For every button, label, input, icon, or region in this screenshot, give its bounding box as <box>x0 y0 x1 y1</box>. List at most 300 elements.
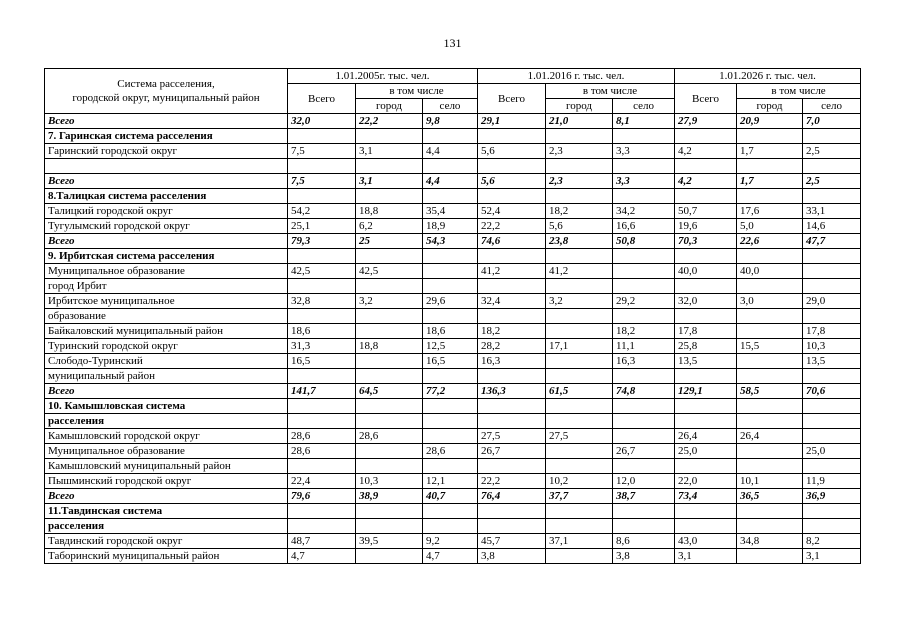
value-cell <box>423 309 478 324</box>
row-label: Тугулымский городской округ <box>45 219 288 234</box>
value-cell: 26,7 <box>613 444 675 459</box>
value-cell <box>423 264 478 279</box>
row-label: Всего <box>45 384 288 399</box>
value-cell <box>356 399 423 414</box>
row-label: город Ирбит <box>45 279 288 294</box>
value-cell: 70,6 <box>803 384 861 399</box>
value-cell: 2,5 <box>803 174 861 189</box>
row-label: Ирбитское муниципальное <box>45 294 288 309</box>
table-row <box>45 459 861 474</box>
row-label: Муниципальное образование <box>45 264 288 279</box>
value-cell: 21,0 <box>546 114 613 129</box>
value-cell: 3,1 <box>675 549 737 564</box>
value-cell <box>675 369 737 384</box>
table-row <box>45 294 861 309</box>
value-cell: 5,6 <box>478 144 546 159</box>
value-cell: 52,4 <box>478 204 546 219</box>
value-cell: 29,6 <box>423 294 478 309</box>
value-cell <box>288 414 356 429</box>
value-cell <box>803 264 861 279</box>
value-cell: 18,6 <box>423 324 478 339</box>
section-row <box>45 414 861 429</box>
value-cell <box>546 519 613 534</box>
table-row <box>45 354 861 369</box>
value-cell: 141,7 <box>288 384 356 399</box>
value-cell: 9,2 <box>423 534 478 549</box>
value-cell: 54,2 <box>288 204 356 219</box>
value-cell <box>478 159 546 174</box>
value-cell <box>675 504 737 519</box>
table-row <box>45 264 861 279</box>
value-cell: 27,9 <box>675 114 737 129</box>
value-cell: 4,2 <box>675 174 737 189</box>
value-cell <box>423 504 478 519</box>
value-cell: 3,2 <box>546 294 613 309</box>
value-cell: 3,1 <box>356 174 423 189</box>
value-cell <box>803 129 861 144</box>
value-cell <box>613 309 675 324</box>
value-cell: 18,9 <box>423 219 478 234</box>
value-cell: 18,2 <box>546 204 613 219</box>
value-cell: 3,0 <box>737 294 803 309</box>
value-cell: 10,3 <box>356 474 423 489</box>
value-cell: 36,9 <box>803 489 861 504</box>
value-cell: 26,4 <box>675 429 737 444</box>
value-cell <box>613 249 675 264</box>
value-cell: 19,6 <box>675 219 737 234</box>
value-cell <box>613 459 675 474</box>
value-cell: 28,6 <box>423 444 478 459</box>
row-label: 8.Талицкая система расселения <box>45 189 288 204</box>
value-cell: 8,2 <box>803 534 861 549</box>
value-cell: 40,7 <box>423 489 478 504</box>
value-cell: 33,1 <box>803 204 861 219</box>
value-cell: 3,3 <box>613 144 675 159</box>
value-cell <box>478 414 546 429</box>
value-cell <box>423 399 478 414</box>
value-cell <box>288 459 356 474</box>
value-cell: 28,6 <box>288 429 356 444</box>
value-cell: 7,5 <box>288 174 356 189</box>
value-cell: 8,1 <box>613 114 675 129</box>
value-cell: 18,2 <box>613 324 675 339</box>
value-cell: 25,1 <box>288 219 356 234</box>
col-city-2016: город <box>546 99 613 114</box>
col-village-2005: село <box>423 99 478 114</box>
value-cell: 54,3 <box>423 234 478 249</box>
value-cell <box>478 459 546 474</box>
value-cell <box>803 369 861 384</box>
value-cell <box>613 504 675 519</box>
table-row <box>45 369 861 384</box>
value-cell <box>423 369 478 384</box>
value-cell: 22,2 <box>478 474 546 489</box>
total-row <box>45 174 861 189</box>
value-cell: 3,1 <box>803 549 861 564</box>
value-cell <box>737 309 803 324</box>
col-village-2026: село <box>803 99 861 114</box>
period-header-2016: 1.01.2016 г. тыс. чел. <box>478 69 675 84</box>
value-cell <box>613 399 675 414</box>
total-row <box>45 384 861 399</box>
value-cell: 2,3 <box>546 174 613 189</box>
value-cell: 2,3 <box>546 144 613 159</box>
value-cell: 16,3 <box>613 354 675 369</box>
value-cell: 2,5 <box>803 144 861 159</box>
value-cell: 15,5 <box>737 339 803 354</box>
including-2005: в том числе <box>356 84 478 99</box>
table-row <box>45 549 861 564</box>
value-cell <box>356 414 423 429</box>
value-cell <box>803 459 861 474</box>
value-cell: 61,5 <box>546 384 613 399</box>
value-cell <box>737 399 803 414</box>
value-cell <box>546 279 613 294</box>
value-cell <box>737 369 803 384</box>
row-label <box>45 159 288 174</box>
value-cell <box>288 369 356 384</box>
value-cell: 18,8 <box>356 204 423 219</box>
value-cell <box>356 249 423 264</box>
value-cell <box>675 189 737 204</box>
value-cell <box>737 504 803 519</box>
value-cell <box>803 504 861 519</box>
value-cell: 18,2 <box>478 324 546 339</box>
value-cell: 25 <box>356 234 423 249</box>
value-cell: 13,5 <box>675 354 737 369</box>
table-row <box>45 159 861 174</box>
table-row <box>45 144 861 159</box>
value-cell: 18,6 <box>288 324 356 339</box>
value-cell: 1,7 <box>737 174 803 189</box>
including-2026: в том числе <box>737 84 861 99</box>
value-cell <box>423 129 478 144</box>
value-cell <box>356 129 423 144</box>
value-cell <box>356 549 423 564</box>
value-cell <box>423 279 478 294</box>
value-cell <box>737 549 803 564</box>
row-label: Таборинский муниципальный район <box>45 549 288 564</box>
row-label: Всего <box>45 174 288 189</box>
value-cell: 22,2 <box>478 219 546 234</box>
value-cell <box>737 279 803 294</box>
value-cell <box>803 159 861 174</box>
row-label: расселения <box>45 414 288 429</box>
value-cell: 41,2 <box>546 264 613 279</box>
value-cell: 29,1 <box>478 114 546 129</box>
value-cell: 10,2 <box>546 474 613 489</box>
value-cell: 42,5 <box>288 264 356 279</box>
value-cell: 11,9 <box>803 474 861 489</box>
row-label: Байкаловский муниципальный район <box>45 324 288 339</box>
value-cell: 129,1 <box>675 384 737 399</box>
value-cell: 37,7 <box>546 489 613 504</box>
value-cell <box>803 519 861 534</box>
value-cell <box>288 189 356 204</box>
row-label: Тавдинский городской округ <box>45 534 288 549</box>
value-cell <box>737 249 803 264</box>
value-cell: 32,0 <box>288 114 356 129</box>
table-row <box>45 204 861 219</box>
row-label: 9. Ирбитская система расселения <box>45 249 288 264</box>
value-cell <box>675 399 737 414</box>
value-cell: 28,6 <box>356 429 423 444</box>
value-cell <box>803 399 861 414</box>
col-total-2005: Всего <box>288 84 356 114</box>
value-cell: 79,6 <box>288 489 356 504</box>
value-cell <box>675 279 737 294</box>
value-cell: 10,3 <box>803 339 861 354</box>
value-cell: 34,2 <box>613 204 675 219</box>
value-cell <box>737 459 803 474</box>
value-cell: 3,8 <box>478 549 546 564</box>
value-cell: 37,1 <box>546 534 613 549</box>
section-row <box>45 399 861 414</box>
value-cell: 32,4 <box>478 294 546 309</box>
value-cell <box>423 519 478 534</box>
value-cell: 41,2 <box>478 264 546 279</box>
col-total-2026: Всего <box>675 84 737 114</box>
value-cell: 40,0 <box>675 264 737 279</box>
section-row <box>45 129 861 144</box>
stub-header <box>45 69 288 114</box>
value-cell: 42,5 <box>356 264 423 279</box>
value-cell: 29,0 <box>803 294 861 309</box>
value-cell: 18,8 <box>356 339 423 354</box>
including-2016: в том числе <box>546 84 675 99</box>
value-cell <box>478 129 546 144</box>
value-cell: 6,2 <box>356 219 423 234</box>
value-cell <box>423 459 478 474</box>
value-cell <box>288 504 356 519</box>
value-cell <box>288 279 356 294</box>
value-cell: 20,9 <box>737 114 803 129</box>
table-row <box>45 324 861 339</box>
value-cell: 4,7 <box>423 549 478 564</box>
value-cell <box>356 444 423 459</box>
row-label: Всего <box>45 114 288 129</box>
value-cell <box>546 369 613 384</box>
value-cell <box>613 159 675 174</box>
value-cell <box>546 354 613 369</box>
value-cell: 11,1 <box>613 339 675 354</box>
value-cell <box>478 249 546 264</box>
page-number: 131 <box>443 36 462 50</box>
value-cell: 3,8 <box>613 549 675 564</box>
value-cell: 3,3 <box>613 174 675 189</box>
col-city-2005: город <box>356 99 423 114</box>
row-label: Слободо-Туринский <box>45 354 288 369</box>
table-row <box>45 339 861 354</box>
value-cell <box>613 369 675 384</box>
value-cell <box>675 309 737 324</box>
value-cell <box>288 159 356 174</box>
value-cell: 12,0 <box>613 474 675 489</box>
value-cell: 12,1 <box>423 474 478 489</box>
value-cell: 73,4 <box>675 489 737 504</box>
value-cell: 32,8 <box>288 294 356 309</box>
value-cell: 77,2 <box>423 384 478 399</box>
value-cell <box>613 519 675 534</box>
value-cell <box>737 189 803 204</box>
value-cell <box>546 459 613 474</box>
value-cell <box>675 414 737 429</box>
value-cell: 22,6 <box>737 234 803 249</box>
row-label: образование <box>45 309 288 324</box>
value-cell <box>803 249 861 264</box>
value-cell <box>356 519 423 534</box>
value-cell: 45,7 <box>478 534 546 549</box>
table-row <box>45 219 861 234</box>
stub-header-line2: городской округ, муниципальный район <box>72 92 260 104</box>
value-cell: 1,7 <box>737 144 803 159</box>
period-header-2005: 1.01.2005г. тыс. чел. <box>288 69 478 84</box>
value-cell: 26,7 <box>478 444 546 459</box>
value-cell: 9,8 <box>423 114 478 129</box>
value-cell <box>546 189 613 204</box>
value-cell <box>737 519 803 534</box>
value-cell: 16,5 <box>423 354 478 369</box>
value-cell <box>613 129 675 144</box>
value-cell: 58,5 <box>737 384 803 399</box>
value-cell: 27,5 <box>478 429 546 444</box>
table-row <box>45 534 861 549</box>
col-city-2026: город <box>737 99 803 114</box>
section-row <box>45 189 861 204</box>
total-row <box>45 489 861 504</box>
value-cell <box>478 399 546 414</box>
value-cell: 17,8 <box>803 324 861 339</box>
value-cell <box>675 129 737 144</box>
row-label: 10. Камышловская система <box>45 399 288 414</box>
row-label: Пышминский городской округ <box>45 474 288 489</box>
table-row <box>45 474 861 489</box>
table-header <box>45 69 861 114</box>
value-cell <box>675 519 737 534</box>
value-cell <box>675 159 737 174</box>
value-cell <box>356 324 423 339</box>
value-cell <box>675 249 737 264</box>
value-cell <box>288 249 356 264</box>
value-cell <box>546 444 613 459</box>
value-cell: 14,6 <box>803 219 861 234</box>
value-cell: 17,6 <box>737 204 803 219</box>
table-row <box>45 444 861 459</box>
row-label: 7. Гаринская система расселения <box>45 129 288 144</box>
table-row <box>45 279 861 294</box>
value-cell <box>478 279 546 294</box>
value-cell: 50,8 <box>613 234 675 249</box>
value-cell: 23,8 <box>546 234 613 249</box>
value-cell: 4,2 <box>675 144 737 159</box>
value-cell <box>423 159 478 174</box>
table-row <box>45 429 861 444</box>
value-cell <box>546 504 613 519</box>
value-cell <box>737 414 803 429</box>
value-cell: 7,5 <box>288 144 356 159</box>
value-cell <box>546 549 613 564</box>
value-cell <box>356 309 423 324</box>
value-cell: 5,6 <box>478 174 546 189</box>
stub-header-line1: Система расселения, <box>117 78 215 90</box>
row-label: Всего <box>45 489 288 504</box>
value-cell: 76,4 <box>478 489 546 504</box>
section-row <box>45 504 861 519</box>
value-cell <box>546 129 613 144</box>
row-label: расселения <box>45 519 288 534</box>
value-cell <box>803 279 861 294</box>
value-cell <box>675 459 737 474</box>
value-cell <box>546 399 613 414</box>
value-cell <box>478 504 546 519</box>
value-cell <box>356 189 423 204</box>
value-cell <box>356 504 423 519</box>
value-cell <box>423 249 478 264</box>
value-cell: 25,0 <box>675 444 737 459</box>
value-cell: 17,8 <box>675 324 737 339</box>
value-cell: 70,3 <box>675 234 737 249</box>
row-label: Муниципальное образование <box>45 444 288 459</box>
section-row <box>45 519 861 534</box>
value-cell <box>737 159 803 174</box>
value-cell: 3,2 <box>356 294 423 309</box>
value-cell: 50,7 <box>675 204 737 219</box>
total-row <box>45 234 861 249</box>
value-cell <box>478 309 546 324</box>
value-cell <box>803 309 861 324</box>
value-cell: 29,2 <box>613 294 675 309</box>
value-cell: 16,5 <box>288 354 356 369</box>
table-row <box>45 309 861 324</box>
value-cell <box>356 459 423 474</box>
value-cell: 26,4 <box>737 429 803 444</box>
col-village-2016: село <box>613 99 675 114</box>
value-cell: 7,0 <box>803 114 861 129</box>
value-cell: 5,6 <box>546 219 613 234</box>
value-cell <box>356 369 423 384</box>
population-table <box>44 68 861 564</box>
value-cell: 28,2 <box>478 339 546 354</box>
value-cell: 39,5 <box>356 534 423 549</box>
value-cell: 22,0 <box>675 474 737 489</box>
value-cell: 27,5 <box>546 429 613 444</box>
row-label: 11.Тавдинская система <box>45 504 288 519</box>
value-cell <box>737 129 803 144</box>
period-header-2026: 1.01.2026 г. тыс. чел. <box>675 69 861 84</box>
value-cell: 16,6 <box>613 219 675 234</box>
value-cell <box>288 519 356 534</box>
value-cell: 74,8 <box>613 384 675 399</box>
value-cell: 16,3 <box>478 354 546 369</box>
row-label: муниципальный район <box>45 369 288 384</box>
value-cell <box>478 369 546 384</box>
value-cell: 40,0 <box>737 264 803 279</box>
value-cell <box>613 414 675 429</box>
value-cell: 28,6 <box>288 444 356 459</box>
value-cell <box>356 354 423 369</box>
value-cell: 5,0 <box>737 219 803 234</box>
value-cell: 4,7 <box>288 549 356 564</box>
value-cell <box>356 159 423 174</box>
value-cell: 25,8 <box>675 339 737 354</box>
value-cell <box>803 414 861 429</box>
value-cell: 32,0 <box>675 294 737 309</box>
value-cell: 38,7 <box>613 489 675 504</box>
value-cell: 64,5 <box>356 384 423 399</box>
value-cell: 48,7 <box>288 534 356 549</box>
value-cell <box>546 159 613 174</box>
value-cell <box>803 429 861 444</box>
